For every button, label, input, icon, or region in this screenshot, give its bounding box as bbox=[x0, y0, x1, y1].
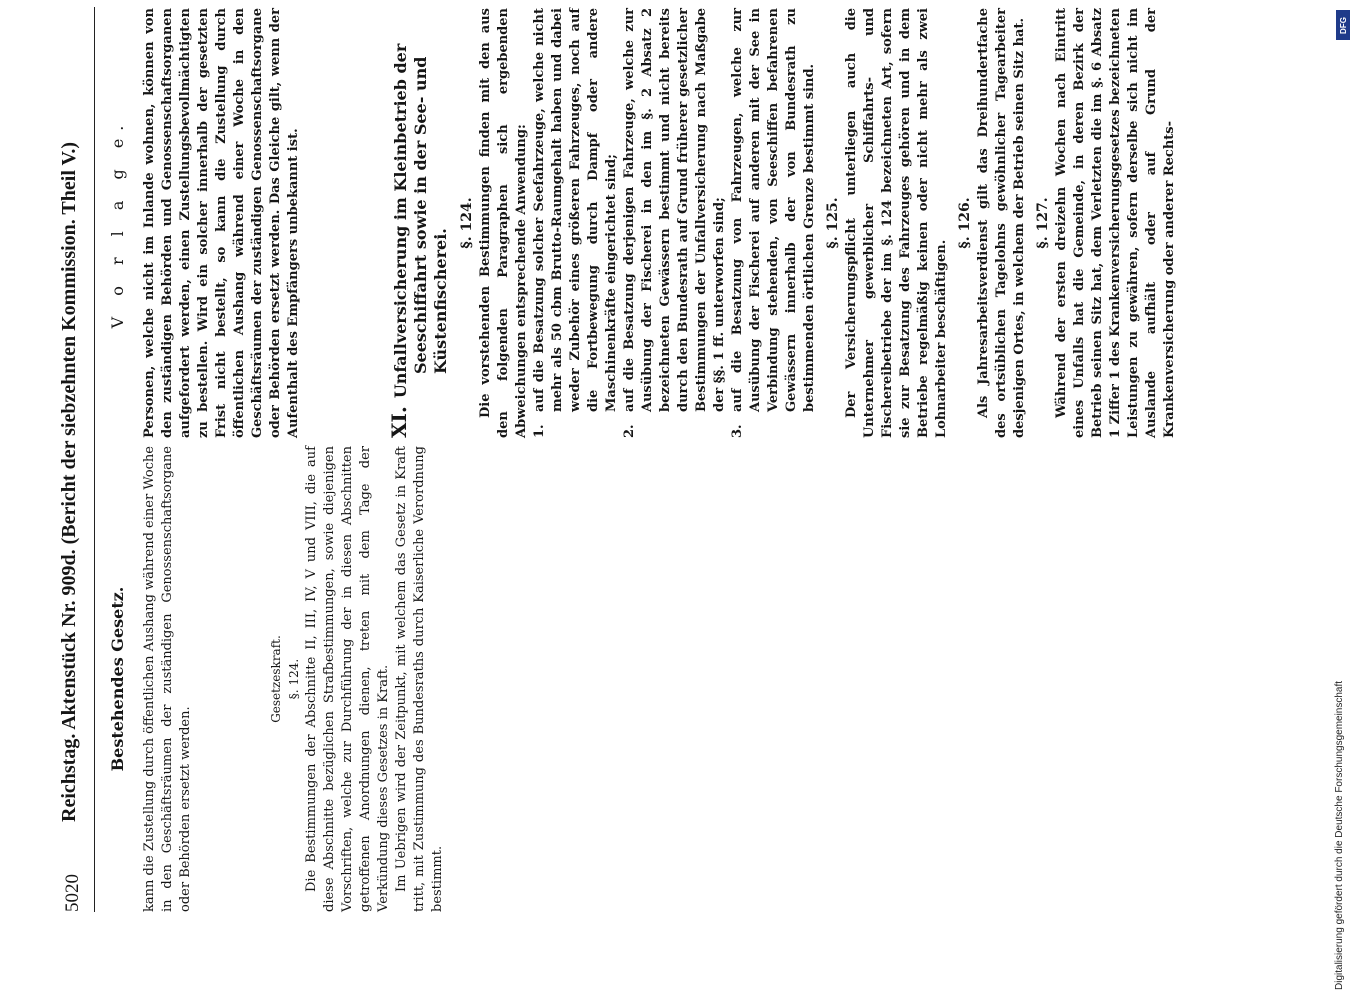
column-proposal bbox=[100, 8, 1179, 438]
list-item bbox=[621, 8, 729, 438]
page-number: 5020 bbox=[62, 874, 83, 912]
page-title: Reichstag. Aktenstück Nr. 909d. (Bericht der siebzehnten Kommission. Theil V.) bbox=[58, 141, 80, 822]
digitization-credit: Digitalisierung gefördert durch die Deutsche Forschungsgemeinschaft bbox=[1334, 680, 1345, 990]
section-number-125: §. 125. bbox=[825, 197, 841, 249]
proposal-paragraph-1: Personen, welche nicht im Inlande wohnen, können von den zuständigen Behörden und Genossenschaftsorganen aufgefordert werden, einen Zustellungsbevollmächtigten zu bestellen. Wird ein solcher innerhalb der gesetzten Frist nicht bestellt, so kann die Zustellung durch öffentlichen Aushang während einer Woche in den Geschäftsräumen der zuständigen Genossenschaftsorgane oder Behörden ersetzt werden. Das Gleiche gilt, wenn der Aufenthalt des Empfängers unbekannt ist. bbox=[142, 8, 301, 438]
section-label-gesetzeskraft: Gesetzeskraft. bbox=[269, 635, 283, 723]
section-number-124-old: §. 124. bbox=[287, 658, 301, 700]
section-127-text: Während der ersten dreizehn Wochen nach Eintritt eines Unfalls hat die Gemeinde, in deren Bezirk der Betrieb seinen Sitz hat, dem Verletzten die im §. 6 Absatz 1 Ziffer 1 des Krankenversicherungsgesetzes bezeichneten Leistungen zu gewähren, sofern derselbe sich nicht im Auslande aufhält oder auf Grund der Krankenversicherung oder anderer Rechts- bbox=[1054, 8, 1177, 438]
list-item-text: auf die Besatzung solcher Seefahrzeuge, welche nicht mehr als 50 cbm Brutto-Raumgehalt haben und dabei weder Zubehör eines größeren Fahrzeuges, noch auf die Fortbewegung durch Dampf oder andere Maschinenkräfte eingerichtet sind; bbox=[532, 8, 619, 412]
section-number-124: §. 124. bbox=[459, 197, 475, 249]
list-item-number: 3. bbox=[730, 424, 745, 438]
existing-law-paragraph-1: kann die Zustellung durch öffentlichen Aushang während einer Woche in den Geschäftsräumen der zuständigen Genossenschaftsorgane oder Behörden ersetzt werden. bbox=[142, 446, 193, 912]
existing-law-paragraph-3: Im Uebrigen wird der Zeitpunkt, mit welchem das Gesetz in Kraft tritt, mit Zustimmung des Bundesraths durch Kaiserliche Verordnung bestimmt. bbox=[394, 446, 445, 912]
column-heading-proposal: V o r l a g e. bbox=[108, 117, 127, 329]
existing-law-paragraph-2: Die Bestimmungen der Abschnitte II, III, IV, V und VIII, die auf diese Abschnitte bezüglichen Strafbestimmungen, sowie diejenigen Vorschriften, welche zur Durchführung der in diesen Abschnitten getroffenen Anordnungen dienen, treten mit dem Tage der Verkündung dieses Gesetzes in Kraft. bbox=[304, 446, 391, 912]
section-124-text: Die vorstehenden Bestimmungen finden mit den aus den folgenden Paragraphen sich ergebenden Abweichungen entsprechende Anwendung: bbox=[478, 8, 529, 438]
chapter-heading bbox=[389, 8, 451, 438]
section-125-text: Der Versicherungspflicht unterliegen auch die Unternehmer gewerblicher Schiffahrts- und Fischereibetriebe der im §. 124 bezeichneten Art, sofern sie zur Besatzung des Fahrzeuges gehören und in dem Betriebe regelmäßig keinen oder nicht mehr als zwei Lohnarbeiter beschäftigen. bbox=[844, 8, 949, 438]
column-heading-existing-law: Bestehendes Gesetz. bbox=[108, 586, 127, 772]
section-number-127: §. 127. bbox=[1035, 197, 1051, 249]
header-rule bbox=[94, 7, 95, 912]
dfg-logo-text: DFG bbox=[1338, 16, 1348, 34]
spacer bbox=[303, 8, 389, 438]
list-item-text: auf die Besatzung derjenigen Fahrzeuge, welche zur Ausübung der Fischerei in den im §. 2 Absatz 2 bezeichneten Gewässern bestimmt und nicht bereits durch den Bundesrath auf Grund früherer gesetzlicher Bestimmungen der Unfallversicherung nach Maßgabe der §§. 1 ff. unterworfen sind; bbox=[622, 8, 727, 412]
dfg-logo-icon bbox=[1336, 10, 1350, 40]
list-item bbox=[729, 8, 819, 438]
spacer bbox=[195, 446, 265, 912]
chapter-number: XI. bbox=[387, 406, 411, 438]
list-item bbox=[531, 8, 621, 438]
section-126-text: Als Jahresarbeitsverdienst gilt das Dreihundertfache des ortsüblichen Tagelohns gewöhnlicher Tagearbeiter desjenigen Ortes, in welchem der Betrieb seinen Sitz hat. bbox=[976, 8, 1027, 438]
list-item-text: auf die Besatzung von Fahrzeugen, welche zur Ausübung der Fischerei auf anderen mit der See in Verbindung stehenden, von Seeschiffen befahrenen Gewässern innerhalb der von Bundesrath zu bestimmenden örtlichen Grenze bestimmt sind. bbox=[730, 8, 817, 412]
list-item-number: 1. bbox=[532, 424, 547, 438]
page-header bbox=[58, 7, 98, 912]
list-item-number: 2. bbox=[622, 424, 637, 438]
section-number-126: §. 126. bbox=[957, 197, 973, 249]
column-existing-law bbox=[100, 446, 447, 912]
chapter-title: Unfallversicherung im Kleinbetrieb der Seeschiffahrt sowie in der See- und Küstenfischerei. bbox=[391, 43, 450, 399]
